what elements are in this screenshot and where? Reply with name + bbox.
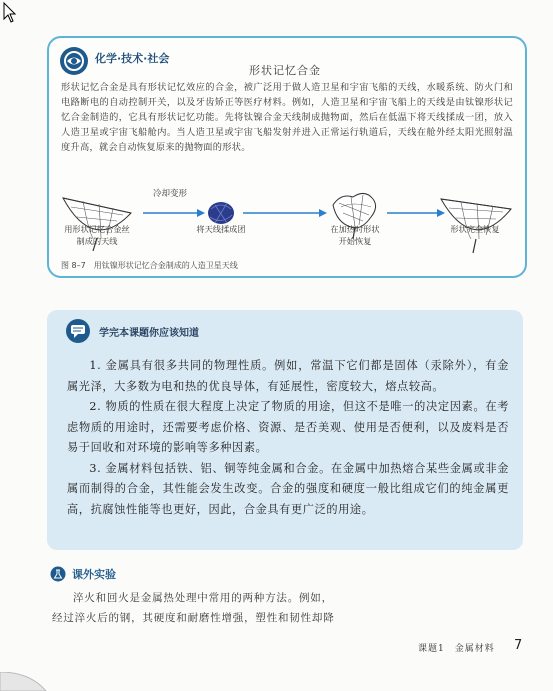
stage-label: 将天线揉成团 xyxy=(196,224,246,234)
extra-experiment-header xyxy=(50,566,116,582)
box-body-text: 形状记忆合金是具有形状记忆效应的合金，被广泛用于做人造卫星和宇宙飞船的天线，水暖系统、防火门和电路断电的自动控制开关，以及牙齿矫正等医疗材料。例如，人造卫星和宇宙飞船上的天线是由钛镍形状记忆合金制造的，它具有形状记忆功能。先将钛镍合金天线制成抛物面，然后在低温下将天线揉成一团，放入人造卫星或宇宙飞船舱内。当人造卫星或宇宙飞船发射并进入正常运行轨道后，天线在舱外经太阳光照射温度升高，就会自动恢复原来的抛物面的形状。 xyxy=(61,82,513,153)
extra-line: 经过淬火后的钢，其硬度和耐磨性增强，塑性和韧性却降 xyxy=(52,612,335,624)
stage-label: 在加热时形状 开始恢复 xyxy=(330,224,380,246)
arrow-label: 冷却变形 xyxy=(153,189,188,199)
summary-box xyxy=(47,310,523,550)
experiment-icon xyxy=(50,566,66,582)
mouse-cursor-icon xyxy=(3,2,17,24)
arrow-icon xyxy=(143,209,205,217)
chat-bubble-icon xyxy=(65,318,91,344)
box-tag: 化学·技术·社会 xyxy=(95,52,170,65)
chapter-footer: 课题1 金属材料 xyxy=(418,644,495,654)
extra-experiment-body xyxy=(52,588,492,628)
summary-body xyxy=(67,356,509,520)
stage-label: 形状完全恢复 xyxy=(450,224,500,234)
page-number: 7 xyxy=(514,638,523,653)
extra-experiment-title: 课外实验 xyxy=(72,568,116,581)
summary-paragraph: 3. 金属材料包括铁、铝、铜等纯金属和合金。在金属中加热熔合某些金属或非金属而制得的合金，其性能会发生改变。合金的强度和硬度一般比组成它们的纯金属更高，抗腐蚀性能等也更好，因此，合金具有更广泛的用途。 xyxy=(67,461,509,516)
arrow-icon xyxy=(243,209,327,217)
chemistry-tech-society-box xyxy=(47,36,527,278)
summary-paragraph: 2. 物质的性质在很大程度上决定了物质的用途，但这不是唯一的决定因素。在考虑物质的用途时，还需要考虑价格、资源、是否美观、使用是否便利，以及废料是否易于回收和对环境的影响等多种因素。 xyxy=(67,400,509,454)
summary-paragraph: 1. 金属具有很多共同的物理性质。例如，常温下它们都是固体（汞除外），有金属光泽，大多数为电和热的优良导体，有延展性，密度较大，熔点较高。 xyxy=(67,359,509,393)
stage-label: 用形状记忆合金丝 制成的天线 xyxy=(64,224,130,246)
crumpled-antenna-icon xyxy=(208,202,234,224)
summary-title: 学完本课题你应该知道 xyxy=(99,328,199,339)
box-title: 形状记忆合金 xyxy=(249,64,321,77)
arrow-icon xyxy=(387,209,445,217)
page-curl-corner xyxy=(0,672,60,691)
extra-line: 淬火和回火是金属热处理中常用的两种方法。例如， xyxy=(73,592,333,604)
figure-caption: 图 8–7 用钛镍形状记忆合金制成的人造卫星天线 xyxy=(61,261,238,270)
globe-badge-icon xyxy=(59,46,89,76)
